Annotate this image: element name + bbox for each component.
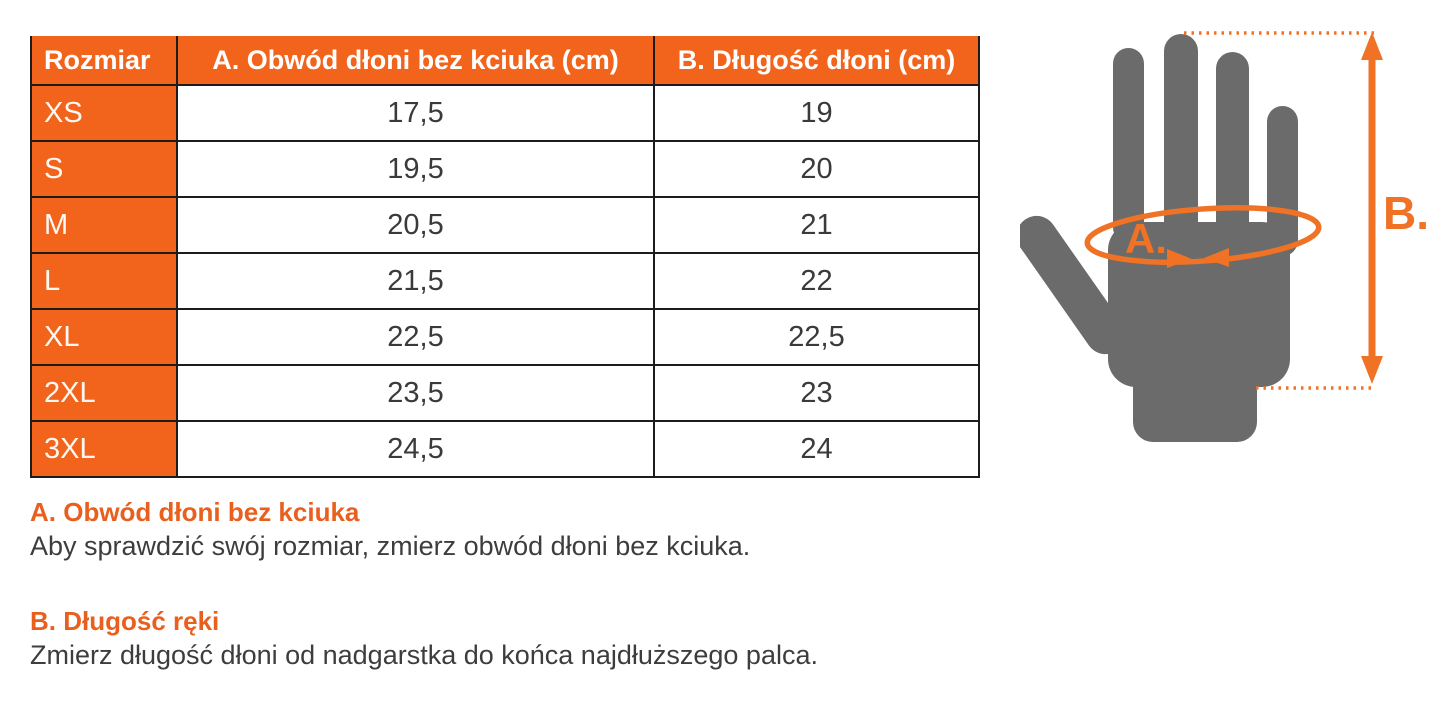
section-b-body: Zmierz długość dłoni od nadgarstka do końca najdłuższego palca.	[30, 640, 818, 670]
size-cell: S	[31, 141, 177, 197]
length-cell: 21	[654, 197, 979, 253]
table-header-row	[31, 36, 979, 85]
table-row	[31, 85, 979, 141]
size-cell: XS	[31, 85, 177, 141]
label-a: A.	[1125, 215, 1167, 262]
circumference-cell: 19,5	[177, 141, 654, 197]
circumference-cell: 24,5	[177, 421, 654, 477]
circumference-cell: 20,5	[177, 197, 654, 253]
hand-measurement-diagram	[1020, 0, 1440, 460]
table-row	[31, 197, 979, 253]
header-dlugosc: B. Długość dłoni (cm)	[654, 36, 979, 85]
size-cell: L	[31, 253, 177, 309]
table-row	[31, 141, 979, 197]
length-cell: 24	[654, 421, 979, 477]
section-b-heading: B. Długość ręki	[30, 606, 220, 636]
size-chart-table	[30, 36, 980, 478]
length-cell: 23	[654, 365, 979, 421]
table-row	[31, 365, 979, 421]
label-b: B.	[1383, 187, 1429, 239]
size-cell: XL	[31, 309, 177, 365]
table-row	[31, 253, 979, 309]
header-rozmiar: Rozmiar	[31, 36, 177, 85]
circumference-cell: 17,5	[177, 85, 654, 141]
hand-index-finger	[1113, 48, 1144, 243]
header-obwod: A. Obwód dłoni bez kciuka (cm)	[177, 36, 654, 85]
section-a-heading: A. Obwód dłoni bez kciuka	[30, 497, 360, 527]
hand-ring-finger	[1216, 52, 1249, 247]
table-row	[31, 309, 979, 365]
length-cell: 20	[654, 141, 979, 197]
hand-wrist	[1133, 355, 1257, 442]
size-cell: 3XL	[31, 421, 177, 477]
length-cell: 22,5	[654, 309, 979, 365]
circumference-cell: 23,5	[177, 365, 654, 421]
size-cell: 2XL	[31, 365, 177, 421]
length-cell: 22	[654, 253, 979, 309]
size-cell: M	[31, 197, 177, 253]
table-row	[31, 421, 979, 477]
circumference-cell: 22,5	[177, 309, 654, 365]
length-cell: 19	[654, 85, 979, 141]
circumference-cell: 21,5	[177, 253, 654, 309]
section-a-body: Aby sprawdzić swój rozmiar, zmierz obwód dłoni bez kciuka.	[30, 531, 751, 561]
